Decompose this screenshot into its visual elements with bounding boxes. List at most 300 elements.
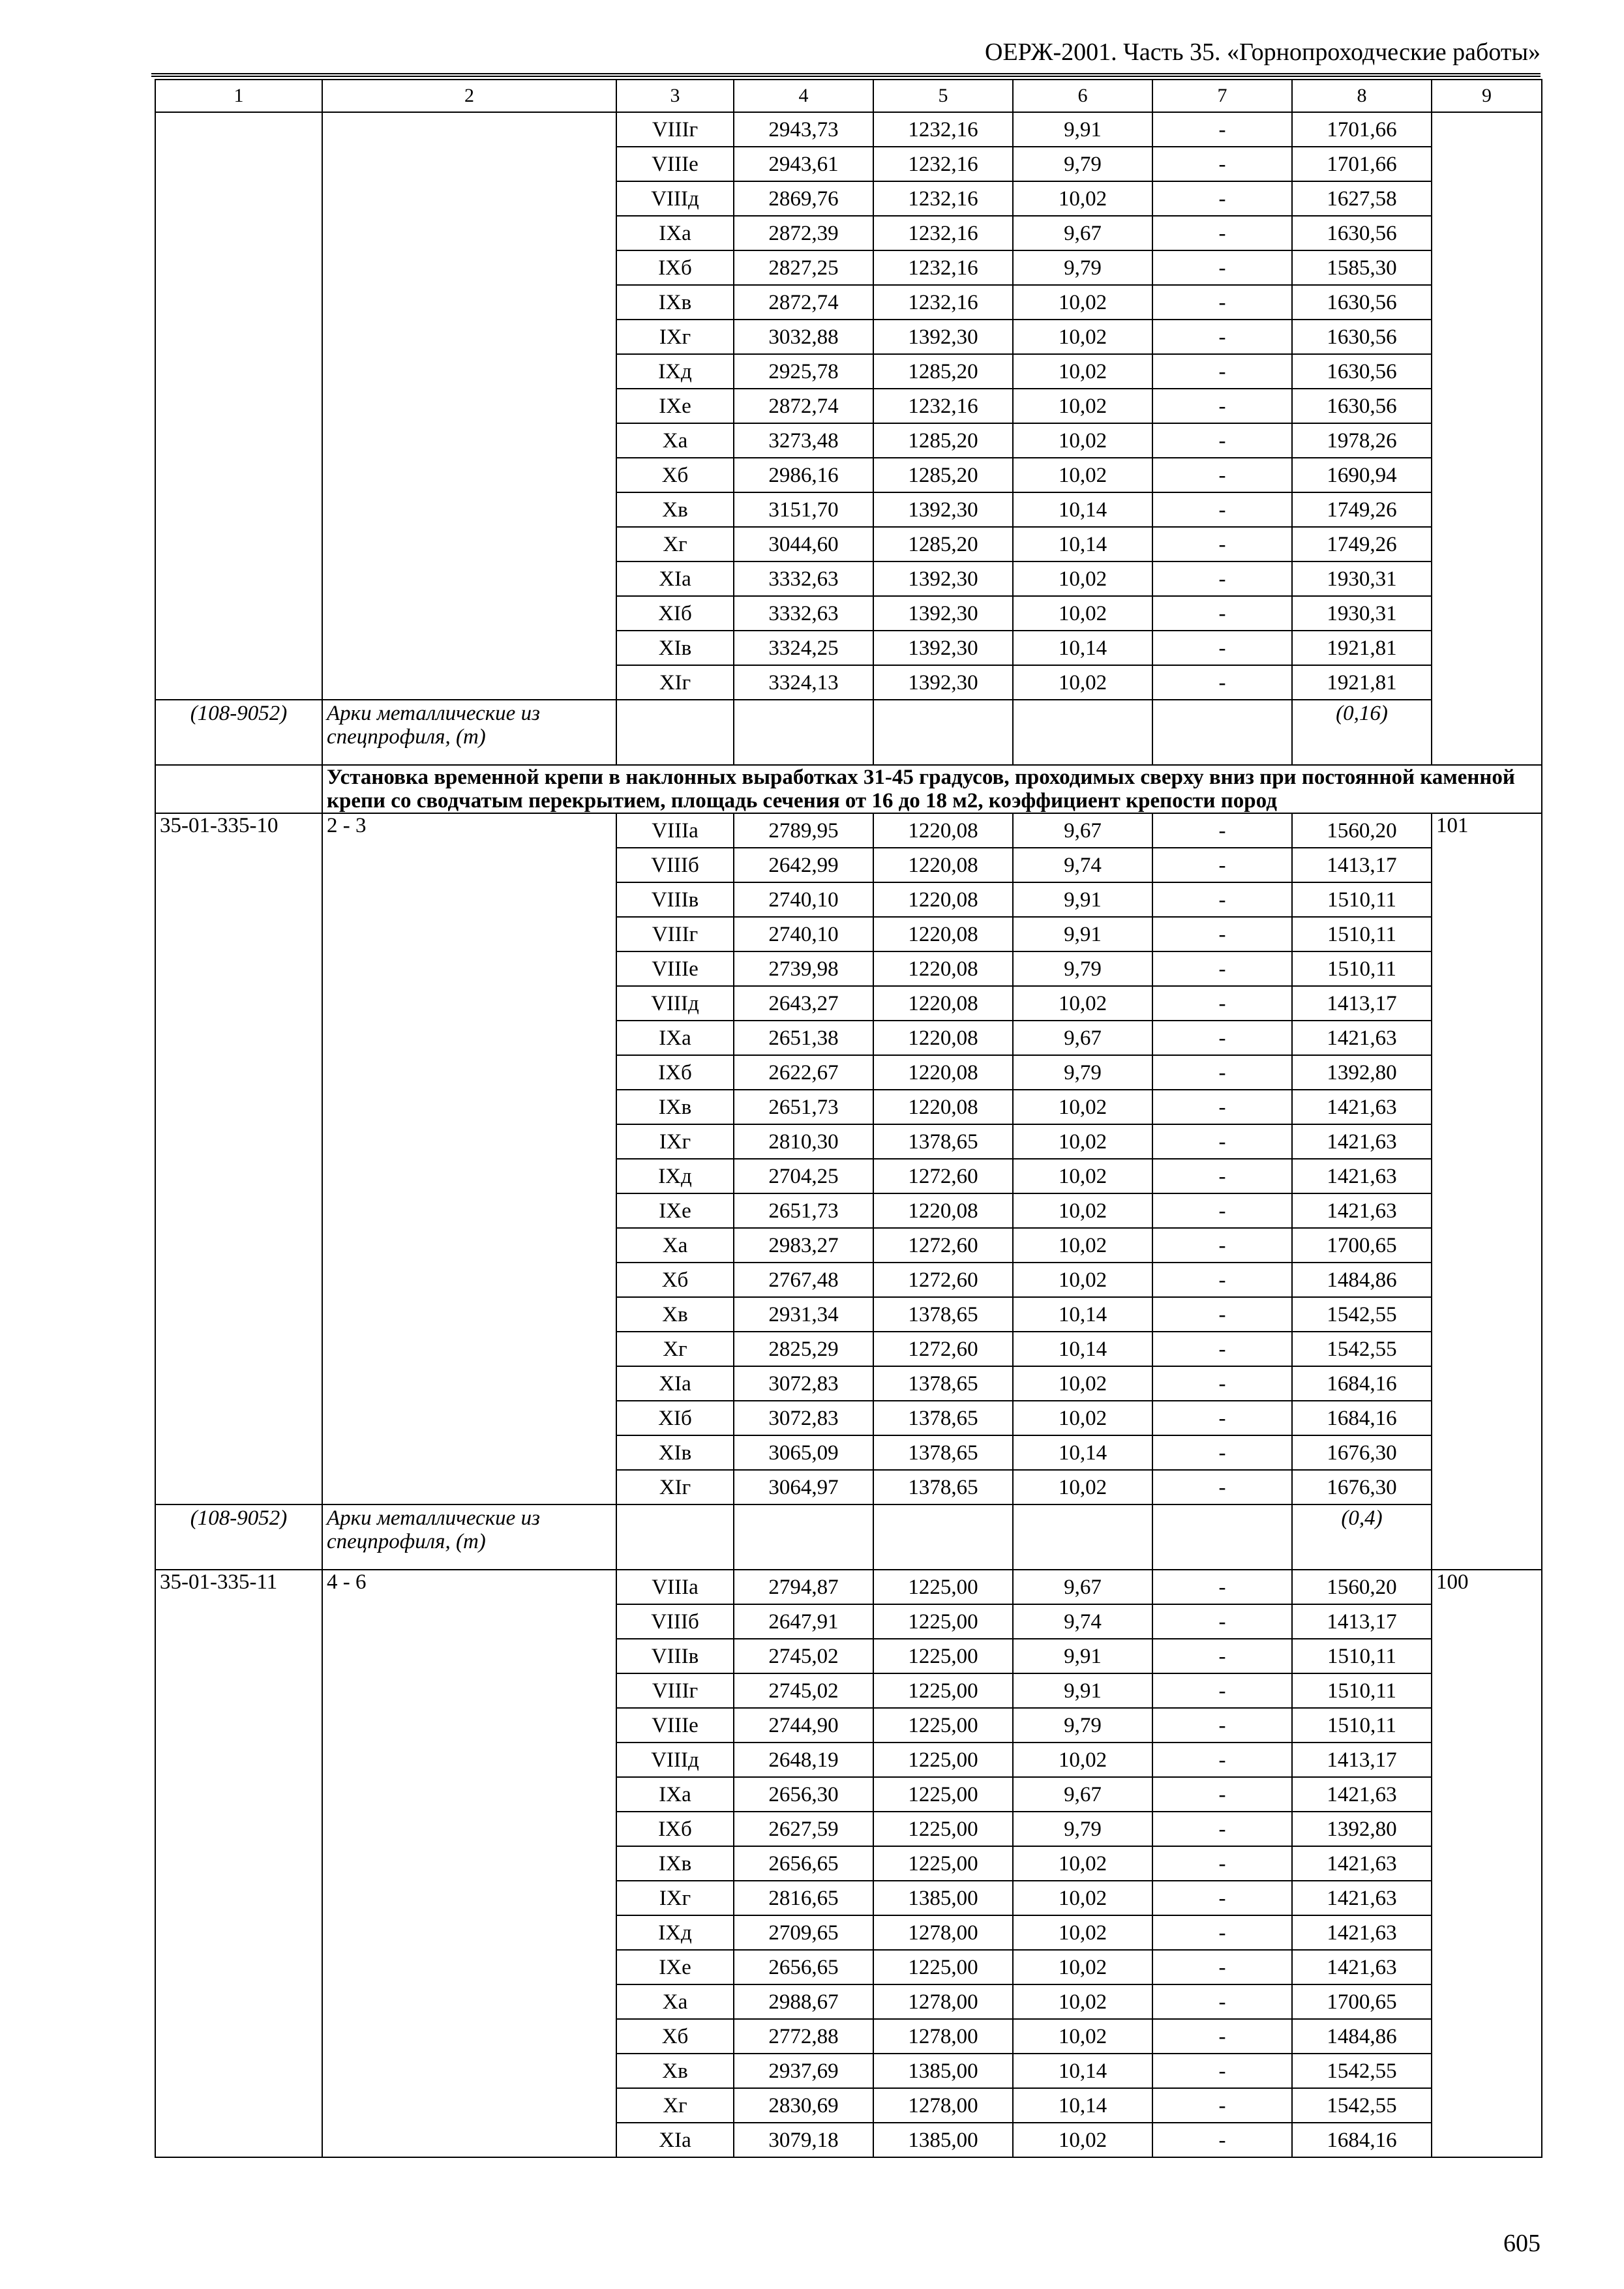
page-header-title: ОЕРЖ-2001. Часть 35. «Горнопроходческие работы» (985, 38, 1541, 66)
machine-wage-cell: - (1152, 1777, 1292, 1812)
machine-cost-cell: 10,14 (1013, 1297, 1152, 1332)
empty-cell (1152, 700, 1292, 765)
material-cost-cell: 1630,56 (1292, 354, 1432, 389)
empty-cell (1013, 1504, 1152, 1570)
machine-cost-cell: 9,79 (1013, 1055, 1152, 1090)
total-cost-cell: 2830,69 (734, 2088, 873, 2123)
support-class-cell: Xб (616, 2019, 734, 2054)
support-class-cell: IXб (616, 250, 734, 285)
machine-cost-cell: 10,02 (1013, 389, 1152, 423)
total-cost-cell: 2943,73 (734, 112, 873, 147)
wage-cost-cell: 1225,00 (873, 1639, 1013, 1673)
machine-wage-cell: - (1152, 1673, 1292, 1708)
machine-wage-cell: - (1152, 1090, 1292, 1124)
total-cost-cell: 2739,98 (734, 951, 873, 986)
total-cost-cell: 2651,73 (734, 1090, 873, 1124)
material-cost-cell: 1560,20 (1292, 1570, 1432, 1604)
material-cost-cell: 1700,65 (1292, 1984, 1432, 2019)
material-cost-cell: 1930,31 (1292, 561, 1432, 596)
wage-cost-cell: 1232,16 (873, 216, 1013, 250)
total-cost-cell: 3065,09 (734, 1435, 873, 1470)
material-cost-cell: 1630,56 (1292, 389, 1432, 423)
machine-cost-cell: 9,67 (1013, 813, 1152, 848)
total-cost-cell: 2825,29 (734, 1332, 873, 1366)
total-cost-cell: 3072,83 (734, 1401, 873, 1435)
support-class-cell: VIIIа (616, 813, 734, 848)
machine-cost-cell: 10,02 (1013, 423, 1152, 458)
machine-wage-cell: - (1152, 1435, 1292, 1470)
machine-cost-cell: 10,02 (1013, 1401, 1152, 1435)
machine-cost-cell: 9,91 (1013, 917, 1152, 951)
total-cost-cell: 2704,25 (734, 1159, 873, 1193)
machine-cost-cell: 9,67 (1013, 1570, 1152, 1604)
rate-code-cell: 35-01-335-10 (155, 813, 322, 1504)
machine-wage-cell: - (1152, 986, 1292, 1021)
empty-cell (1013, 700, 1152, 765)
total-cost-cell: 2794,87 (734, 1570, 873, 1604)
work-range-cell (322, 112, 616, 700)
rate-code-cell: 35-01-335-11 (155, 1570, 322, 2157)
total-cost-cell: 3151,70 (734, 492, 873, 527)
machine-wage-cell: - (1152, 665, 1292, 700)
machine-cost-cell: 9,74 (1013, 848, 1152, 882)
table-row (155, 813, 1542, 848)
support-class-cell: IXа (616, 1777, 734, 1812)
material-row (155, 700, 1542, 765)
support-class-cell: VIIIг (616, 1673, 734, 1708)
total-cost-cell: 2656,30 (734, 1777, 873, 1812)
wage-cost-cell: 1272,60 (873, 1228, 1013, 1263)
wage-cost-cell: 1278,00 (873, 1984, 1013, 2019)
machine-wage-cell: - (1152, 917, 1292, 951)
support-class-cell: IXв (616, 1090, 734, 1124)
material-cost-cell: 1413,17 (1292, 1604, 1432, 1639)
material-cost-cell: 1749,26 (1292, 527, 1432, 561)
material-code-cell: (108-9052) (155, 1504, 322, 1570)
support-class-cell: IXб (616, 1055, 734, 1090)
column-number: 1 (155, 80, 322, 112)
material-cost-cell: 1684,16 (1292, 1401, 1432, 1435)
support-class-cell: Xб (616, 1263, 734, 1297)
machine-cost-cell: 10,02 (1013, 1159, 1152, 1193)
material-cost-cell: 1510,11 (1292, 1639, 1432, 1673)
work-range-cell: 4 - 6 (322, 1570, 616, 2157)
machine-cost-cell: 10,02 (1013, 1090, 1152, 1124)
empty-cell (155, 765, 322, 813)
wage-cost-cell: 1272,60 (873, 1332, 1013, 1366)
machine-wage-cell: - (1152, 320, 1292, 354)
machine-wage-cell: - (1152, 1881, 1292, 1915)
support-class-cell: Xб (616, 458, 734, 492)
machine-wage-cell: - (1152, 1228, 1292, 1263)
machine-wage-cell: - (1152, 813, 1292, 848)
wage-cost-cell: 1220,08 (873, 986, 1013, 1021)
machine-cost-cell: 10,14 (1013, 492, 1152, 527)
machine-cost-cell: 9,91 (1013, 112, 1152, 147)
total-cost-cell: 2772,88 (734, 2019, 873, 2054)
material-cost-cell: 1413,17 (1292, 1743, 1432, 1777)
machine-cost-cell: 9,79 (1013, 250, 1152, 285)
machine-wage-cell: - (1152, 1708, 1292, 1743)
machine-cost-cell: 10,02 (1013, 285, 1152, 320)
support-class-cell: Xа (616, 1984, 734, 2019)
machine-wage-cell: - (1152, 1570, 1292, 1604)
material-cost-cell: 1421,63 (1292, 1950, 1432, 1984)
wage-cost-cell: 1378,65 (873, 1435, 1013, 1470)
wage-cost-cell: 1378,65 (873, 1366, 1013, 1401)
machine-wage-cell: - (1152, 1366, 1292, 1401)
total-cost-cell: 2872,74 (734, 285, 873, 320)
wage-cost-cell: 1220,08 (873, 1090, 1013, 1124)
machine-wage-cell: - (1152, 951, 1292, 986)
machine-cost-cell: 9,79 (1013, 147, 1152, 181)
support-class-cell: IXб (616, 1812, 734, 1846)
support-class-cell: XIа (616, 2123, 734, 2157)
support-class-cell: XIа (616, 561, 734, 596)
machine-cost-cell: 10,14 (1013, 1435, 1152, 1470)
machine-cost-cell: 10,02 (1013, 1881, 1152, 1915)
machine-cost-cell: 10,02 (1013, 1915, 1152, 1950)
wage-cost-cell: 1225,00 (873, 1846, 1013, 1881)
machine-wage-cell: - (1152, 389, 1292, 423)
machine-cost-cell: 9,67 (1013, 1777, 1152, 1812)
column-number: 8 (1292, 80, 1432, 112)
column-number: 5 (873, 80, 1013, 112)
wage-cost-cell: 1392,30 (873, 561, 1013, 596)
machine-cost-cell: 9,74 (1013, 1604, 1152, 1639)
machine-wage-cell: - (1152, 1604, 1292, 1639)
wage-cost-cell: 1378,65 (873, 1401, 1013, 1435)
wage-cost-cell: 1385,00 (873, 1881, 1013, 1915)
material-name-cell: Арки металлические из спецпрофиля, (т) (322, 700, 616, 765)
column-number: 2 (322, 80, 616, 112)
total-cost-cell: 2622,67 (734, 1055, 873, 1090)
machine-wage-cell: - (1152, 216, 1292, 250)
material-cost-cell: 1627,58 (1292, 181, 1432, 216)
support-class-cell: Xв (616, 1297, 734, 1332)
support-class-cell: IXг (616, 1881, 734, 1915)
wage-cost-cell: 1385,00 (873, 2123, 1013, 2157)
machine-wage-cell: - (1152, 1470, 1292, 1504)
support-class-cell: XIв (616, 1435, 734, 1470)
material-qty-cell: (0,16) (1292, 700, 1432, 765)
wage-cost-cell: 1392,30 (873, 596, 1013, 631)
material-cost-cell: 1542,55 (1292, 1332, 1432, 1366)
total-cost-cell: 2810,30 (734, 1124, 873, 1159)
material-cost-cell: 1413,17 (1292, 986, 1432, 1021)
machine-wage-cell: - (1152, 1743, 1292, 1777)
total-cost-cell: 2872,74 (734, 389, 873, 423)
total-cost-cell: 3064,97 (734, 1470, 873, 1504)
support-class-cell: VIIIб (616, 1604, 734, 1639)
material-cost-cell: 1484,86 (1292, 1263, 1432, 1297)
rate-code-cell (155, 112, 322, 700)
wage-cost-cell: 1385,00 (873, 2054, 1013, 2088)
machine-cost-cell: 10,02 (1013, 354, 1152, 389)
support-class-cell: Xг (616, 1332, 734, 1366)
total-cost-cell: 2925,78 (734, 354, 873, 389)
total-cost-cell: 2648,19 (734, 1743, 873, 1777)
machine-wage-cell: - (1152, 882, 1292, 917)
support-class-cell: VIIIд (616, 181, 734, 216)
total-cost-cell: 2816,65 (734, 1881, 873, 1915)
machine-cost-cell: 10,02 (1013, 1846, 1152, 1881)
material-cost-cell: 1690,94 (1292, 458, 1432, 492)
support-class-cell: Xв (616, 492, 734, 527)
labour-cost-cell: 100 (1432, 1570, 1542, 2157)
machine-cost-cell: 10,14 (1013, 631, 1152, 665)
total-cost-cell: 2647,91 (734, 1604, 873, 1639)
total-cost-cell: 3332,63 (734, 596, 873, 631)
machine-cost-cell: 10,02 (1013, 1743, 1152, 1777)
machine-wage-cell: - (1152, 181, 1292, 216)
machine-wage-cell: - (1152, 1159, 1292, 1193)
support-class-cell: XIг (616, 665, 734, 700)
wage-cost-cell: 1220,08 (873, 813, 1013, 848)
material-cost-cell: 1421,63 (1292, 1846, 1432, 1881)
machine-wage-cell: - (1152, 631, 1292, 665)
support-class-cell: IXе (616, 389, 734, 423)
total-cost-cell: 2937,69 (734, 2054, 873, 2088)
column-number: 7 (1152, 80, 1292, 112)
material-cost-cell: 1421,63 (1292, 1090, 1432, 1124)
material-cost-cell: 1560,20 (1292, 813, 1432, 848)
wage-cost-cell: 1392,30 (873, 665, 1013, 700)
wage-cost-cell: 1220,08 (873, 1021, 1013, 1055)
total-cost-cell: 2983,27 (734, 1228, 873, 1263)
support-class-cell: IXд (616, 1159, 734, 1193)
total-cost-cell: 3324,25 (734, 631, 873, 665)
material-cost-cell: 1510,11 (1292, 917, 1432, 951)
support-class-cell: VIIIг (616, 917, 734, 951)
support-class-cell: XIв (616, 631, 734, 665)
total-cost-cell: 3079,18 (734, 2123, 873, 2157)
material-cost-cell: 1510,11 (1292, 1673, 1432, 1708)
wage-cost-cell: 1225,00 (873, 1708, 1013, 1743)
total-cost-cell: 3032,88 (734, 320, 873, 354)
table-row (155, 1570, 1542, 1604)
material-qty-cell: (0,4) (1292, 1504, 1432, 1570)
material-cost-cell: 1630,56 (1292, 320, 1432, 354)
support-class-cell: Xа (616, 1228, 734, 1263)
machine-wage-cell: - (1152, 112, 1292, 147)
wage-cost-cell: 1285,20 (873, 423, 1013, 458)
machine-wage-cell: - (1152, 2019, 1292, 2054)
total-cost-cell: 3324,13 (734, 665, 873, 700)
wage-cost-cell: 1225,00 (873, 1777, 1013, 1812)
wage-cost-cell: 1225,00 (873, 1604, 1013, 1639)
support-class-cell: XIг (616, 1470, 734, 1504)
machine-cost-cell: 10,02 (1013, 665, 1152, 700)
support-class-cell: IXд (616, 354, 734, 389)
wage-cost-cell: 1285,20 (873, 527, 1013, 561)
wage-cost-cell: 1225,00 (873, 1570, 1013, 1604)
machine-cost-cell: 9,91 (1013, 882, 1152, 917)
total-cost-cell: 3273,48 (734, 423, 873, 458)
total-cost-cell: 3072,83 (734, 1366, 873, 1401)
support-class-cell: VIIIг (616, 112, 734, 147)
material-cost-cell: 1421,63 (1292, 1021, 1432, 1055)
total-cost-cell: 2656,65 (734, 1950, 873, 1984)
wage-cost-cell: 1232,16 (873, 112, 1013, 147)
material-cost-cell: 1978,26 (1292, 423, 1432, 458)
support-class-cell: IXе (616, 1193, 734, 1228)
machine-cost-cell: 10,14 (1013, 1332, 1152, 1366)
total-cost-cell: 2986,16 (734, 458, 873, 492)
total-cost-cell: 2656,65 (734, 1846, 873, 1881)
page-number: 605 (1503, 2230, 1541, 2257)
material-cost-cell: 1421,63 (1292, 1159, 1432, 1193)
wage-cost-cell: 1272,60 (873, 1263, 1013, 1297)
support-class-cell: XIа (616, 1366, 734, 1401)
machine-wage-cell: - (1152, 1401, 1292, 1435)
machine-cost-cell: 9,67 (1013, 1021, 1152, 1055)
wage-cost-cell: 1225,00 (873, 1950, 1013, 1984)
material-code-cell: (108-9052) (155, 700, 322, 765)
material-cost-cell: 1421,63 (1292, 1915, 1432, 1950)
material-cost-cell: 1921,81 (1292, 631, 1432, 665)
material-cost-cell: 1392,80 (1292, 1055, 1432, 1090)
wage-cost-cell: 1232,16 (873, 147, 1013, 181)
machine-wage-cell: - (1152, 458, 1292, 492)
machine-cost-cell: 10,02 (1013, 1470, 1152, 1504)
total-cost-cell: 2745,02 (734, 1673, 873, 1708)
section-heading: Установка временной крепи в наклонных выработках 31-45 градусов, проходимых сверху вниз при постоянной каменной крепи со сводчатым перекрытием, площадь сечения от 16 до 18 м2, коэффициент крепости пород (322, 765, 1542, 813)
machine-wage-cell: - (1152, 596, 1292, 631)
support-class-cell: IXа (616, 1021, 734, 1055)
empty-cell (734, 1504, 873, 1570)
total-cost-cell: 2627,59 (734, 1812, 873, 1846)
wage-cost-cell: 1278,00 (873, 2019, 1013, 2054)
machine-cost-cell: 10,14 (1013, 527, 1152, 561)
machine-cost-cell: 10,02 (1013, 1124, 1152, 1159)
support-class-cell: IXг (616, 1124, 734, 1159)
material-cost-cell: 1700,65 (1292, 1228, 1432, 1263)
total-cost-cell: 2869,76 (734, 181, 873, 216)
material-cost-cell: 1930,31 (1292, 596, 1432, 631)
support-class-cell: IXд (616, 1915, 734, 1950)
machine-cost-cell: 10,02 (1013, 181, 1152, 216)
material-cost-cell: 1510,11 (1292, 1708, 1432, 1743)
machine-wage-cell: - (1152, 1263, 1292, 1297)
machine-cost-cell: 10,02 (1013, 1366, 1152, 1401)
wage-cost-cell: 1272,60 (873, 1159, 1013, 1193)
wage-cost-cell: 1378,65 (873, 1470, 1013, 1504)
machine-wage-cell: - (1152, 2088, 1292, 2123)
total-cost-cell: 2651,38 (734, 1021, 873, 1055)
total-cost-cell: 2931,34 (734, 1297, 873, 1332)
support-class-cell: Xв (616, 2054, 734, 2088)
support-class-cell: Xг (616, 527, 734, 561)
total-cost-cell: 2988,67 (734, 1984, 873, 2019)
material-cost-cell: 1684,16 (1292, 2123, 1432, 2157)
total-cost-cell: 2744,90 (734, 1708, 873, 1743)
material-cost-cell: 1421,63 (1292, 1777, 1432, 1812)
machine-cost-cell: 10,14 (1013, 2054, 1152, 2088)
wage-cost-cell: 1225,00 (873, 1673, 1013, 1708)
machine-wage-cell: - (1152, 848, 1292, 882)
machine-cost-cell: 9,79 (1013, 951, 1152, 986)
total-cost-cell: 2827,25 (734, 250, 873, 285)
machine-cost-cell: 10,02 (1013, 1193, 1152, 1228)
support-class-cell: Xг (616, 2088, 734, 2123)
wage-cost-cell: 1220,08 (873, 917, 1013, 951)
wage-cost-cell: 1232,16 (873, 285, 1013, 320)
material-cost-cell: 1749,26 (1292, 492, 1432, 527)
machine-cost-cell: 10,02 (1013, 1228, 1152, 1263)
machine-wage-cell: - (1152, 492, 1292, 527)
section-heading-row (155, 765, 1542, 813)
machine-wage-cell: - (1152, 250, 1292, 285)
machine-wage-cell: - (1152, 1915, 1292, 1950)
machine-cost-cell: 10,02 (1013, 2123, 1152, 2157)
machine-wage-cell: - (1152, 1297, 1292, 1332)
material-cost-cell: 1676,30 (1292, 1470, 1432, 1504)
material-cost-cell: 1542,55 (1292, 2054, 1432, 2088)
wage-cost-cell: 1225,00 (873, 1812, 1013, 1846)
material-cost-cell: 1921,81 (1292, 665, 1432, 700)
total-cost-cell: 2943,61 (734, 147, 873, 181)
column-number: 9 (1432, 80, 1542, 112)
material-cost-cell: 1421,63 (1292, 1193, 1432, 1228)
material-cost-cell: 1684,16 (1292, 1366, 1432, 1401)
support-class-cell: VIIIб (616, 848, 734, 882)
total-cost-cell: 2643,27 (734, 986, 873, 1021)
wage-cost-cell: 1220,08 (873, 1055, 1013, 1090)
machine-wage-cell: - (1152, 527, 1292, 561)
machine-cost-cell: 9,79 (1013, 1708, 1152, 1743)
material-cost-cell: 1630,56 (1292, 285, 1432, 320)
total-cost-cell: 2767,48 (734, 1263, 873, 1297)
wage-cost-cell: 1278,00 (873, 1915, 1013, 1950)
machine-wage-cell: - (1152, 147, 1292, 181)
support-class-cell: IXв (616, 1846, 734, 1881)
support-class-cell: VIIIе (616, 1708, 734, 1743)
machine-cost-cell: 9,67 (1013, 216, 1152, 250)
total-cost-cell: 2651,73 (734, 1193, 873, 1228)
support-class-cell: XIб (616, 596, 734, 631)
column-number: 3 (616, 80, 734, 112)
machine-cost-cell: 10,02 (1013, 2019, 1152, 2054)
support-class-cell: VIIIа (616, 1570, 734, 1604)
total-cost-cell: 3044,60 (734, 527, 873, 561)
column-number-row (155, 80, 1542, 112)
wage-cost-cell: 1392,30 (873, 631, 1013, 665)
machine-wage-cell: - (1152, 1332, 1292, 1366)
material-cost-cell: 1630,56 (1292, 216, 1432, 250)
support-class-cell: IXг (616, 320, 734, 354)
total-cost-cell: 2745,02 (734, 1639, 873, 1673)
support-class-cell: VIIIд (616, 1743, 734, 1777)
column-number: 4 (734, 80, 873, 112)
total-cost-cell: 3332,63 (734, 561, 873, 596)
support-class-cell: VIIIе (616, 147, 734, 181)
machine-cost-cell: 10,02 (1013, 320, 1152, 354)
support-class-cell: IXв (616, 285, 734, 320)
total-cost-cell: 2740,10 (734, 882, 873, 917)
machine-cost-cell: 10,02 (1013, 458, 1152, 492)
machine-wage-cell: - (1152, 285, 1292, 320)
wage-cost-cell: 1285,20 (873, 458, 1013, 492)
machine-cost-cell: 10,02 (1013, 986, 1152, 1021)
machine-wage-cell: - (1152, 1021, 1292, 1055)
material-name-cell: Арки металлические из спецпрофиля, (т) (322, 1504, 616, 1570)
wage-cost-cell: 1378,65 (873, 1124, 1013, 1159)
material-cost-cell: 1413,17 (1292, 848, 1432, 882)
empty-cell (873, 1504, 1013, 1570)
support-class-cell: VIIIд (616, 986, 734, 1021)
machine-wage-cell: - (1152, 1124, 1292, 1159)
